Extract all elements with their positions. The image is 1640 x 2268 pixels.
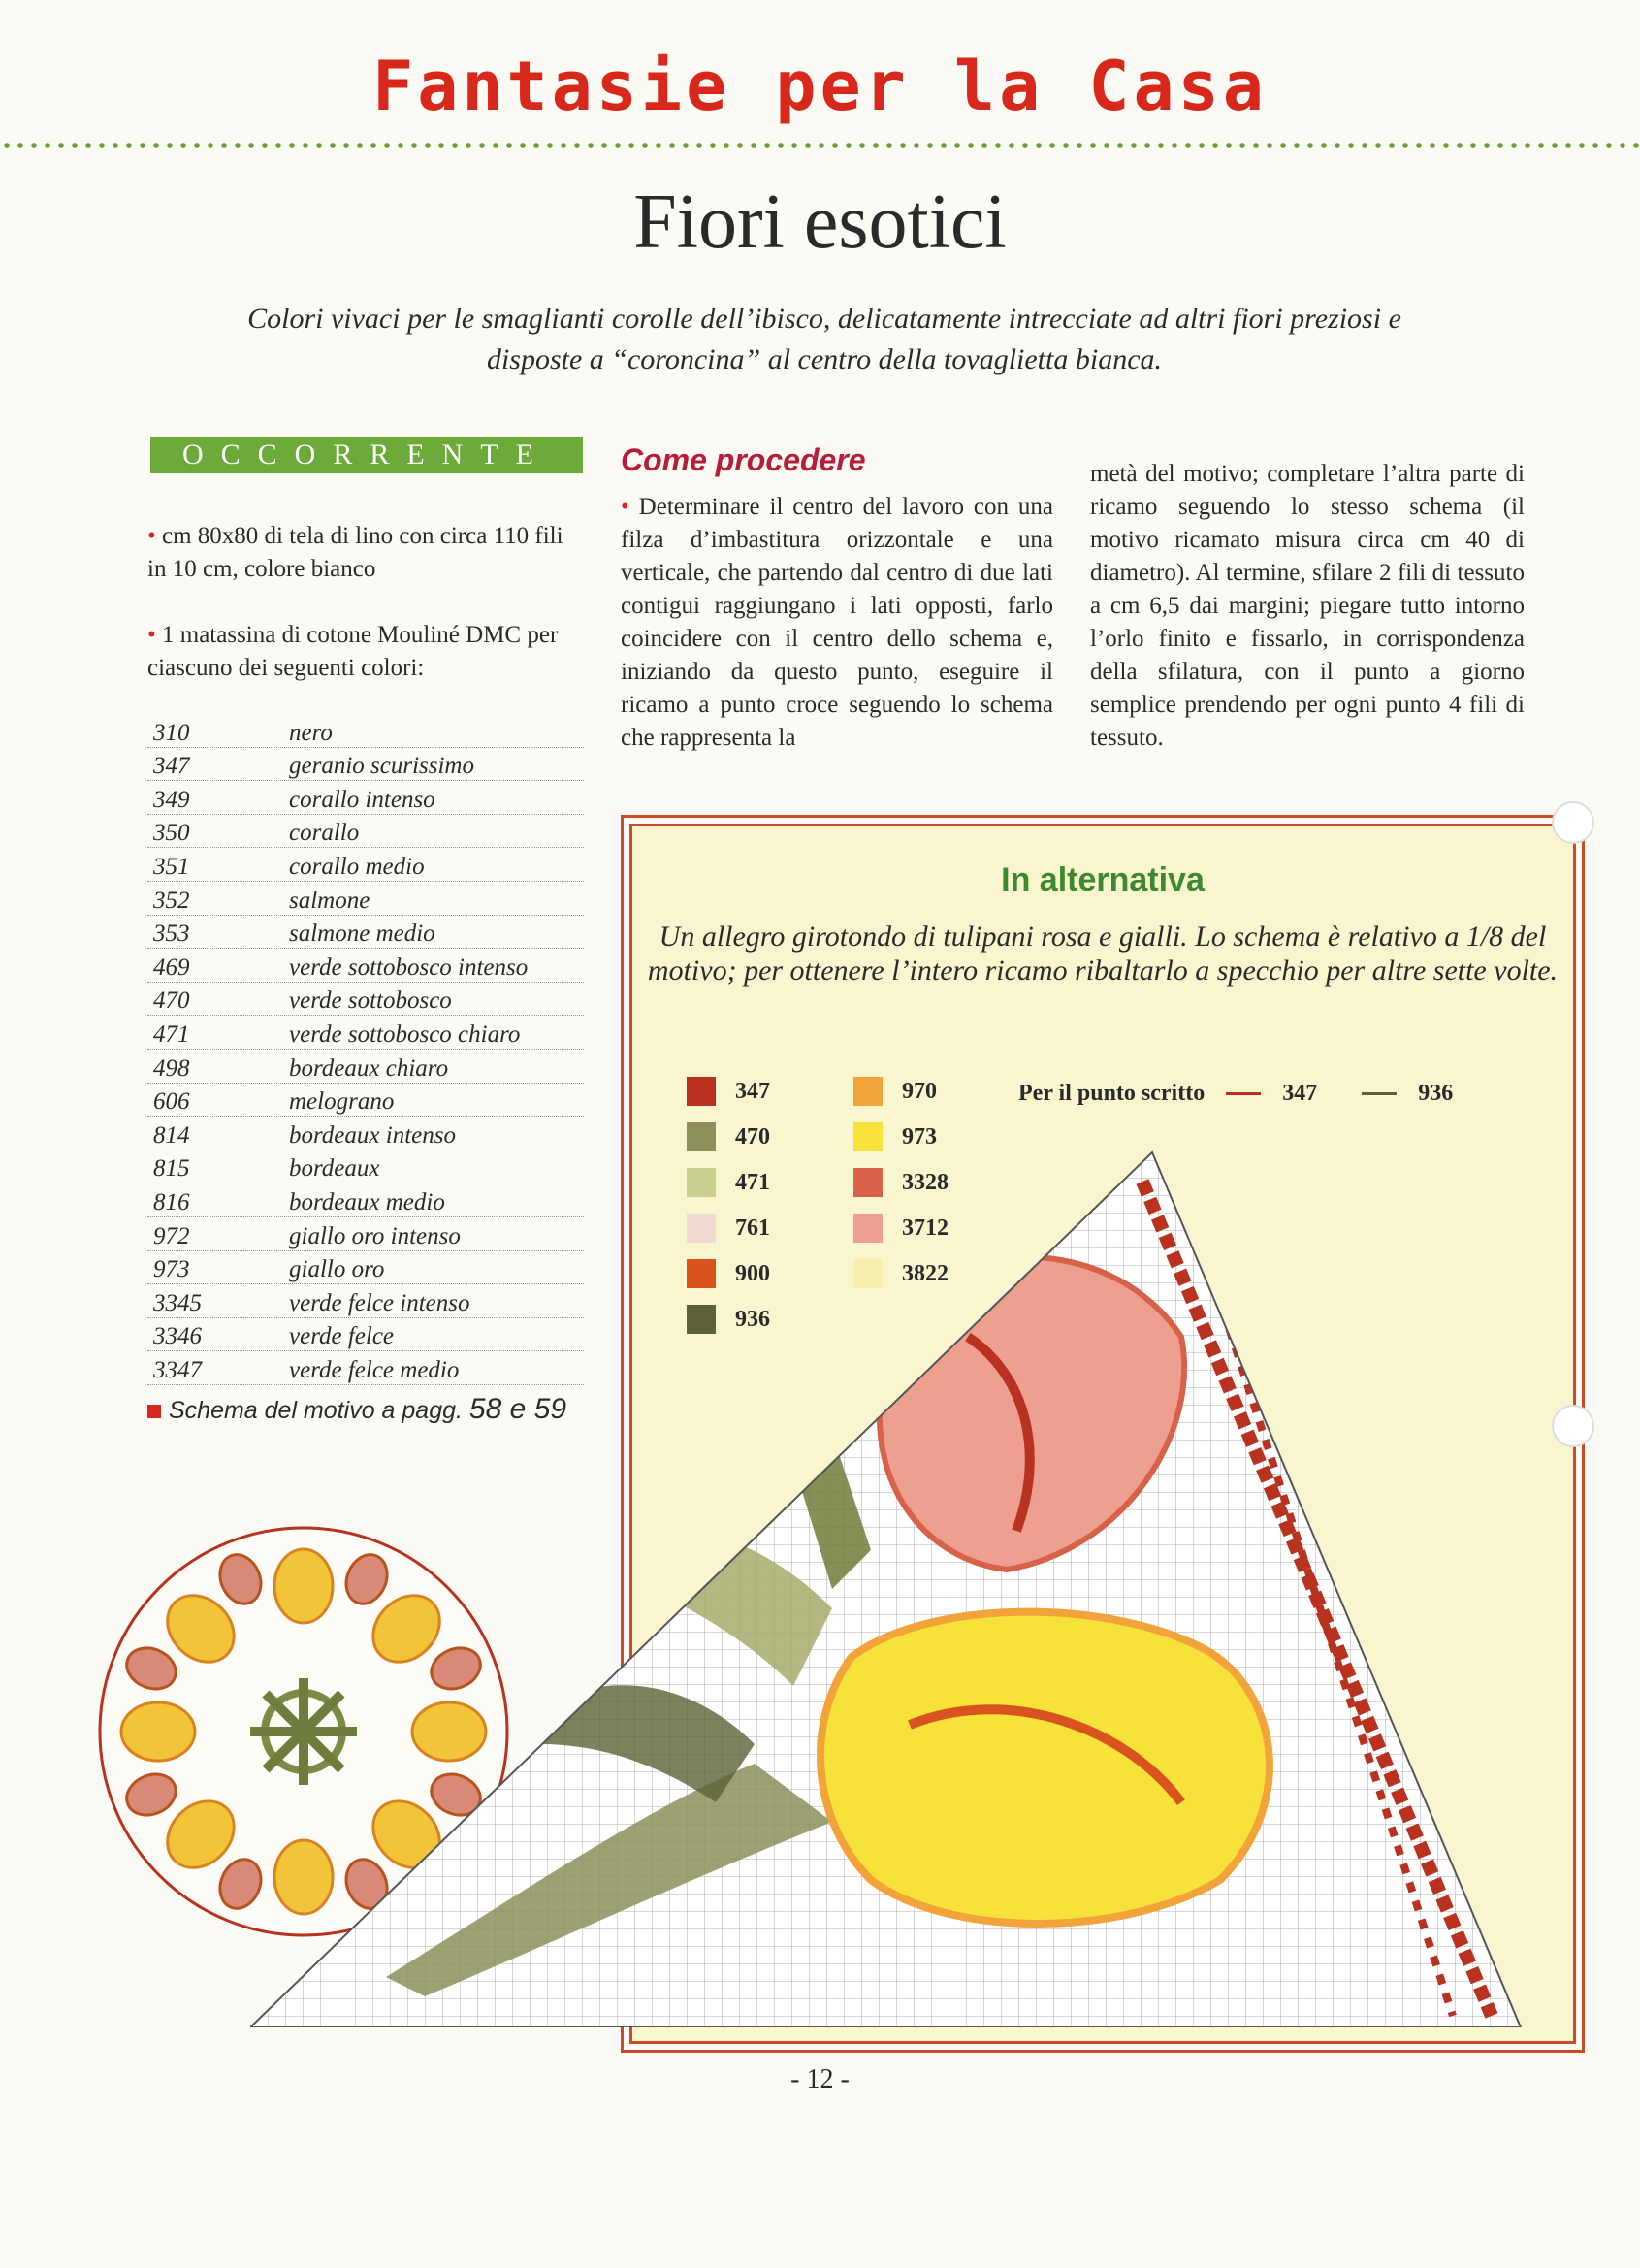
color-code: 347: [153, 753, 190, 780]
bullet-icon: •: [147, 622, 163, 648]
color-row: [147, 781, 584, 815]
color-row: [147, 1084, 584, 1118]
cross-stitch-chart: [250, 1143, 1540, 2027]
color-code: 349: [153, 786, 190, 813]
legend-code: 936: [735, 1306, 770, 1332]
color-code: 3345: [153, 1289, 202, 1316]
color-row: [147, 714, 584, 748]
legend-code: 471: [735, 1169, 770, 1195]
color-name: corallo: [289, 820, 360, 847]
header-dotted-divider: [0, 142, 1640, 149]
binder-hole: [1552, 1405, 1594, 1447]
color-name: verde sottobosco: [289, 988, 452, 1015]
legend-code: 970: [902, 1078, 937, 1104]
color-name: bordeaux medio: [289, 1188, 445, 1215]
color-name: giallo oro intenso: [289, 1222, 461, 1249]
color-row: [147, 949, 584, 983]
color-code: 350: [153, 820, 190, 847]
color-name: verde felce intenso: [289, 1289, 470, 1316]
schema-reference: Schema del motivo a pagg. 58 e 59: [147, 1393, 566, 1426]
legend-code: 3712: [902, 1215, 949, 1241]
color-code: 973: [153, 1256, 190, 1283]
color-name: nero: [289, 719, 333, 746]
magazine-header: Fantasie per la Casa: [372, 47, 1268, 126]
color-row: [147, 848, 584, 882]
line-sample-icon: [1226, 1092, 1261, 1095]
color-code: 471: [153, 1021, 190, 1048]
occorrente-item-1: • cm 80x80 di tela di lino con circa 110 fili in 10 cm, colore bianco: [147, 523, 563, 582]
color-code: 816: [153, 1188, 190, 1215]
color-code: 470: [153, 988, 190, 1015]
color-name: salmone medio: [289, 921, 435, 948]
line-sample-icon: [1362, 1092, 1397, 1095]
color-row: [147, 1050, 584, 1084]
color-name: bordeaux intenso: [289, 1121, 456, 1149]
page-number: - 12 -: [790, 2064, 850, 2094]
color-swatch-icon: [687, 1077, 716, 1106]
occorrente-item-2: • 1 matassina di cotone Mouliné DMC per ciascuno dei seguenti colori:: [147, 622, 559, 681]
bullet-icon: •: [621, 494, 639, 520]
color-row: [147, 815, 584, 849]
color-code: 469: [153, 954, 190, 981]
subtitle: Colori vivaci per le smaglianti corolle dell’ibisco, delicatamente intrecciate ad altri fiori preziosi e disposte a “coroncina” al centro della tovaglietta bianca.: [247, 303, 1401, 375]
color-code: 310: [153, 719, 190, 746]
binder-hole: [1552, 801, 1594, 844]
legend-code: 761: [735, 1215, 770, 1241]
color-code: 498: [153, 1054, 190, 1082]
color-name: verde felce: [289, 1323, 395, 1350]
page-title: Fiori esotici: [633, 179, 1007, 265]
legend-item: [687, 1077, 770, 1106]
legend-code: 900: [735, 1260, 770, 1286]
alternativa-text: Un allegro girotondo di tulipani rosa e gialli. Lo schema è relativo a 1/8 del motivo; per ottenere l’intero ricamo ribaltarlo a specchio per altre sette volte.: [647, 921, 1559, 987]
color-row: [147, 748, 584, 782]
color-code: 353: [153, 921, 190, 948]
square-icon: [147, 1405, 161, 1418]
color-name: melograno: [289, 1088, 395, 1116]
legend-code: 973: [902, 1123, 937, 1150]
occorrente-heading: OCCORRENTE: [150, 437, 583, 473]
color-name: salmone: [289, 887, 370, 914]
color-code: 352: [153, 887, 190, 914]
legend-code: 3822: [902, 1260, 949, 1286]
color-code: 3347: [153, 1356, 202, 1383]
color-name: bordeaux: [289, 1155, 380, 1183]
punto-scritto-legend: Per il punto scritto 347 936: [1018, 1081, 1454, 1106]
bullet-icon: •: [147, 523, 163, 549]
alternativa-title: In alternativa: [1001, 861, 1205, 898]
procedure-col-2: metà del motivo; completare l’altra parte di ricamo seguendo lo stesso schema (il motivo ricamato misura circa cm 40 di diametro). Al termine, sfilare 2 fili di tessuto a cm 6,5 dai margini; piegare tutto intorno l’orlo finito e fissarlo, in corrispondenza della sfilatura, con il punto a giorno semplice prendendo per ogni punto 4 fili di tessuto.: [1090, 461, 1525, 751]
color-name: verde sottobosco chiaro: [289, 1021, 521, 1048]
yellow-tulip-icon: [121, 1702, 195, 1761]
color-row: [147, 916, 584, 950]
legend-code: 470: [735, 1123, 770, 1150]
color-code: 815: [153, 1155, 190, 1183]
color-name: geranio scurissimo: [289, 753, 474, 780]
procedure-col-1: • Determinare il centro del lavoro con una filza d’imbastitura orizzontale e una verticale, che partendo dal centro di due lati contigui raggiungano i lati opposti, farlo coincidere con il centro dello schema e, iniziando da questo punto, eseguire il ricamo a punto croce seguendo lo schema che rappresenta la: [621, 494, 1053, 751]
color-code: 351: [153, 853, 190, 880]
procedure-title: Come procedere: [621, 442, 866, 477]
color-swatch-icon: [853, 1077, 883, 1106]
color-name: corallo medio: [289, 853, 425, 880]
legend-code: 3328: [902, 1169, 949, 1195]
legend-code: 347: [735, 1078, 770, 1104]
color-name: bordeaux chiaro: [289, 1054, 449, 1082]
color-code: 3346: [153, 1323, 202, 1350]
color-row: [147, 882, 584, 916]
legend-item: [853, 1077, 949, 1106]
color-code: 606: [153, 1088, 190, 1116]
color-name: giallo oro: [289, 1256, 385, 1283]
color-row: [147, 983, 584, 1017]
color-name: corallo intenso: [289, 786, 435, 813]
color-row: [147, 1016, 584, 1050]
color-name: verde sottobosco intenso: [289, 954, 529, 981]
color-code: 814: [153, 1121, 190, 1149]
color-code: 972: [153, 1222, 190, 1249]
color-name: verde felce medio: [289, 1356, 460, 1383]
